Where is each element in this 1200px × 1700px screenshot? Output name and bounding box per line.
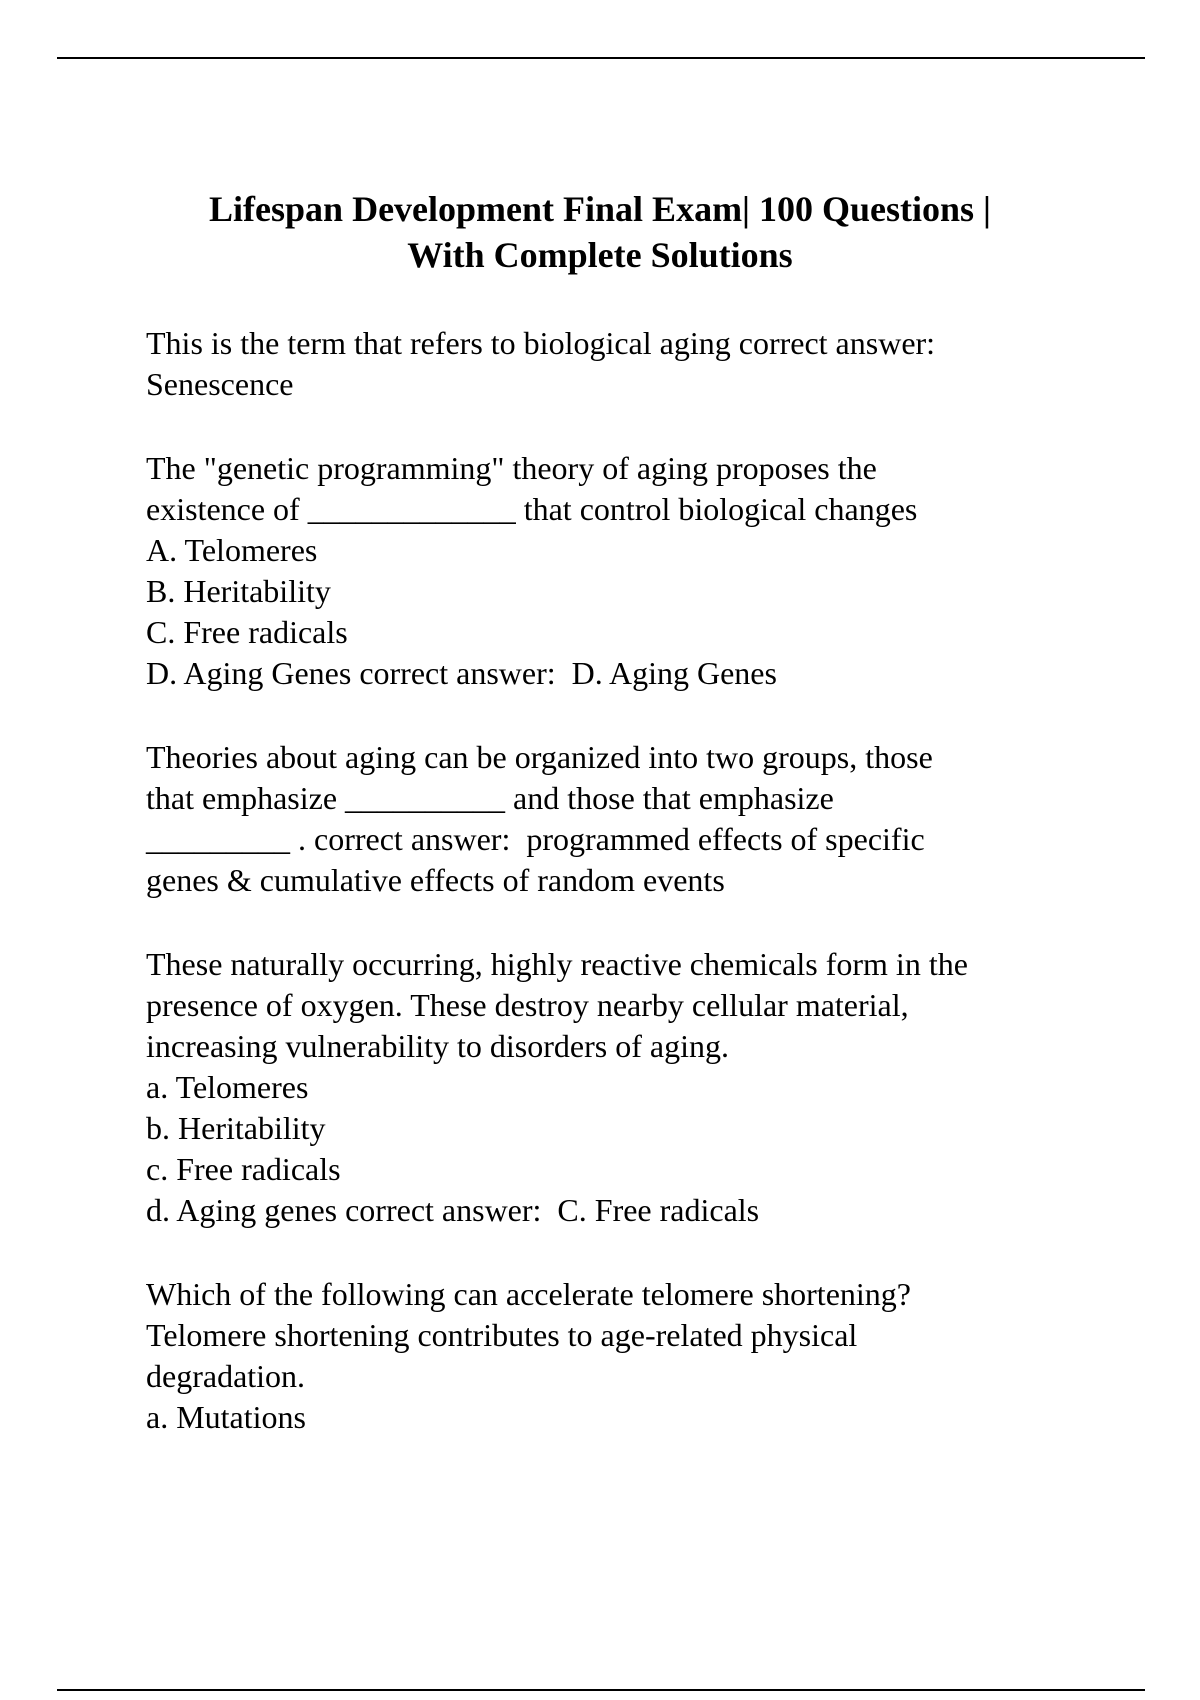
- text-line: Telomere shortening contributes to age-related physical: [146, 1317, 858, 1353]
- text-line: degradation.: [146, 1358, 306, 1394]
- text-line: These naturally occurring, highly reactive chemicals form in the: [146, 946, 968, 982]
- page-title: [100, 186, 1100, 278]
- option-line: b. Heritability: [146, 1110, 326, 1146]
- question-block-5: [146, 1274, 1146, 1438]
- answer-line: d. Aging genes correct answer: C. Free radicals: [146, 1192, 760, 1228]
- top-rule: [57, 57, 1145, 59]
- option-line: C. Free radicals: [146, 614, 348, 650]
- text-line: Theories about aging can be organized into two groups, those: [146, 739, 933, 775]
- answer-line: D. Aging Genes correct answer: D. Aging Genes: [146, 655, 777, 691]
- title-line-2: With Complete Solutions: [407, 235, 793, 275]
- text-line: Which of the following can accelerate telomere shortening?: [146, 1276, 911, 1312]
- text-line: that emphasize __________ and those that emphasize: [146, 780, 834, 816]
- question-block-3: [146, 737, 1146, 901]
- question-block-2: [146, 448, 1146, 694]
- answer-line: genes & cumulative effects of random events: [146, 862, 725, 898]
- answer-line: Senescence: [146, 366, 294, 402]
- text-line: This is the term that refers to biological aging correct answer:: [146, 325, 936, 361]
- option-line: a. Telomeres: [146, 1069, 309, 1105]
- option-line: a. Mutations: [146, 1399, 306, 1435]
- title-line-1: Lifespan Development Final Exam| 100 Questions |: [209, 189, 991, 229]
- document-body: [146, 323, 1146, 1481]
- text-line: The "genetic programming" theory of aging proposes the: [146, 450, 877, 486]
- bottom-rule: [57, 1689, 1145, 1691]
- text-line: increasing vulnerability to disorders of aging.: [146, 1028, 729, 1064]
- option-line: B. Heritability: [146, 573, 331, 609]
- text-line: presence of oxygen. These destroy nearby cellular material,: [146, 987, 909, 1023]
- question-block-4: [146, 944, 1146, 1231]
- option-line: c. Free radicals: [146, 1151, 341, 1187]
- question-block-1: [146, 323, 1146, 405]
- answer-line: _________ . correct answer: programmed effects of specific: [146, 821, 925, 857]
- text-line: existence of _____________ that control biological changes: [146, 491, 918, 527]
- option-line: A. Telomeres: [146, 532, 318, 568]
